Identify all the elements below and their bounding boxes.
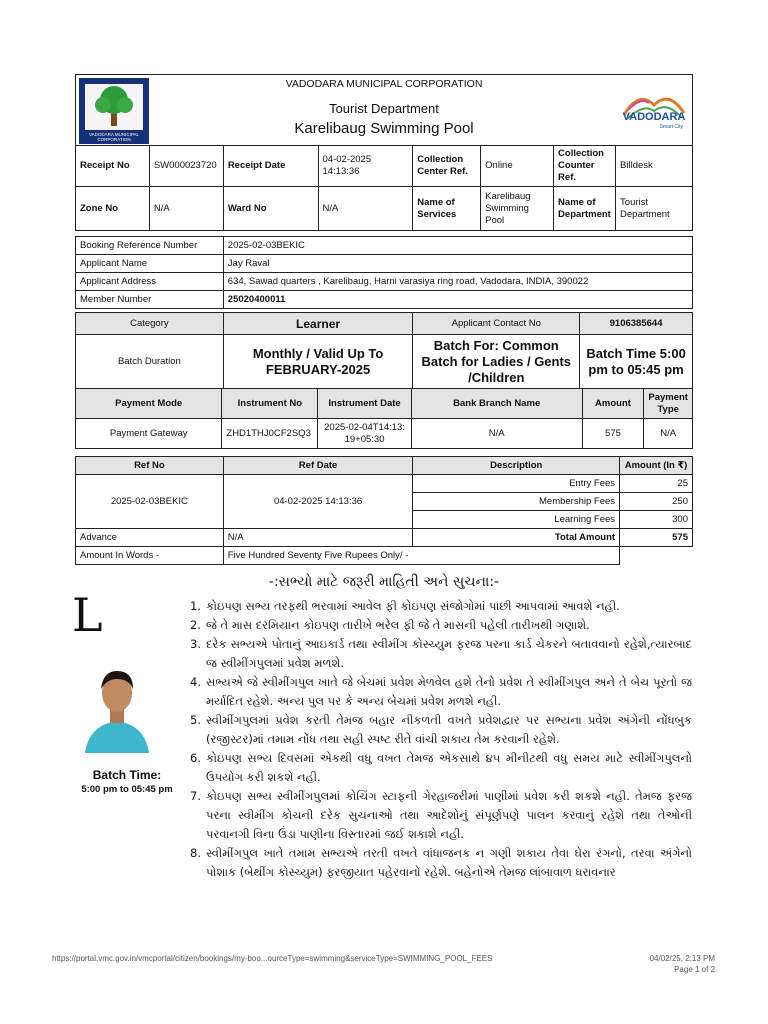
fees-header: Amount (In ₹) (620, 457, 693, 475)
category-label: Category (76, 313, 224, 335)
receipt-no-label: Receipt No (76, 146, 150, 187)
zone-no: N/A (149, 187, 223, 231)
total-amount-label: Total Amount (413, 529, 620, 547)
vmc-logo-text: VADODARA MUNICIPAL CORPORATION (88, 132, 140, 142)
category-letter: L (72, 588, 103, 642)
fees-header: Ref No (76, 457, 224, 475)
collection-center-label: Collection Center Ref. (413, 146, 481, 187)
rule-text: દરેક સભ્યએ પોતાનું આઇકાર્ડ તથા સ્વીમીંગ કોસ્ચ્યુમ ફરજ પરના કાર્ડ ચેકરને બતાવવાનો રહેશે,ત્યારબાદ જ સ્વીમીંગપુલમાં પ્રવેશ મળશે. (206, 637, 692, 670)
payment-header: Amount (582, 389, 644, 419)
batch-table (75, 312, 693, 389)
applicant-photo (79, 655, 155, 753)
fees-header: Description (413, 457, 620, 475)
batch-duration: Monthly / Valid Up To FEBRUARY-2025 (223, 335, 413, 389)
member-number: 25020400011 (223, 291, 692, 309)
receipt-no: SW000023720 (149, 146, 223, 187)
payment-header: Instrument No (222, 389, 318, 419)
payment-header: Payment Mode (76, 389, 222, 419)
collection-counter: Billdesk (616, 146, 693, 187)
rule-item: 4. સભ્યએ જે સ્વીમીંગપુલ ખાતે જે બેચમાં પ્રવેશ મેળવેલ હશે તેનો પ્રવેશ તે સ્વીમીંગપુલ અને તે બેચ પૂરતો જ મર્યાદિત રહેશે. અન્ય પુલ પર કે અન્ય બેચમાં પ્રવેશ મળશે નહી. (190, 675, 692, 708)
payment-header: Bank Branch Name (411, 389, 582, 419)
smart-city-logo (619, 85, 689, 135)
booking-ref-label: Booking Reference Number (76, 237, 224, 255)
rule-item: 6. કોઇપણ સભ્ય દિવસમાં એકથી વધુ વખત તેમજ એકસાથે ૪૫ મીનીટથી વધુ સમય માટે સ્વીમીંગપુલનો ઉપયોગ કરી શકશે નહી. (190, 751, 692, 784)
ward-no-label: Ward No (223, 187, 318, 231)
rules-list (180, 597, 692, 882)
smart-city-logo-text: VADODARA (622, 111, 686, 123)
payment-amount: 575 (582, 419, 644, 449)
payment-type: N/A (644, 419, 693, 449)
payment-mode: Payment Gateway (76, 419, 222, 449)
ref-no: 2025-02-03BEKIC (76, 475, 224, 529)
applicant-address-label: Applicant Address (76, 273, 224, 291)
collection-center: Online (481, 146, 554, 187)
member-number-label: Member Number (76, 291, 224, 309)
rule-text: કોઇપણ સભ્ય સ્વીમીંગપુલમાં કોચિંગ સ્ટાફની ગેરહાજરીમાં પાણીમાં પ્રવેશ કરી શકશે નહી. તેમજ ફરજ પરના સ્વીમીંગ કોચની દરેક સુચનાઓ તથા આદેશોનું સંપૂર્ણપણે પાલન કરવાનું રહેશે તથા તેઓની પરવાનગી વિના ઉંડા પાણીના વિસ્તારમાં જઈ શકાશે નહી. (206, 789, 692, 841)
receipt-date-label: Receipt Date (223, 146, 318, 187)
rule-item: 8. સ્વીમીંગપુલ ખાતે તમામ સભ્યએ તરતી વખતે વાંધાજનક ન ગણી શકાય તેવા ઘેરા રંગનો, તરવા અંગેનો પોશાક (બેથીંગ કોસ્ચ્યુમ) ફરજીયાત પહેરવાનો રહેશે. બહેનોએ તેમજ લાંબાવાળ ધરાવનાર (190, 846, 692, 879)
receipt-date: 04-02-2025 14:13:36 (318, 146, 413, 187)
fees-table (75, 456, 693, 565)
receipt-info-table (75, 145, 693, 231)
fee-description: Membership Fees (413, 493, 620, 511)
applicant-name: Jay Raval (223, 255, 692, 273)
services-label: Name of Services (413, 187, 481, 231)
rule-text: કોઇપણ સભ્ય તરફથી ભરવામાં આવેલ ફી કોઇપણ સંજોગોમાં પાછી આપવામાં આવશે નહી. (206, 599, 620, 613)
payment-header: Instrument Date (318, 389, 411, 419)
smart-city-logo-sub: Smart City (659, 124, 683, 130)
rule-item: 5. સ્વીમીંગપુલમાં પ્રવેશ કરતી તેમજ બહાર નીકળતી વખતે પ્રવેશદ્વાર પર સભ્યના પ્રવેશ અંગેની નોંધબુક (રજીસ્ટર)માં તમામ નોંધ તથા સહી સ્પષ્ટ રીતે વાંચી શકાય તેમ કરવાની રહેશે. (190, 713, 692, 746)
footer-url[interactable]: https://portal.vmc.gov.in/vmcportal/citizen/bookings/my-boo...ourceType=swimming&serviceType=SWIMMING_POOL_FEES (52, 954, 493, 963)
fee-amount: 250 (620, 493, 693, 511)
amount-in-words: Five Hundred Seventy Five Rupees Only/ - (223, 547, 619, 565)
amount-in-words-label: Amount In Words - (76, 547, 224, 565)
contact-label: Applicant Contact No (413, 313, 580, 335)
fee-description: Entry Fees (413, 475, 620, 493)
rule-text: કોઇપણ સભ્ય દિવસમાં એકથી વધુ વખત તેમજ એકસાથે ૪૫ મીનીટથી વધુ સમય માટે સ્વીમીંગપુલનો ઉપયોગ કરી શકશે નહી. (206, 751, 692, 784)
instrument-date: 2025-02-04T14:13:19+05:30 (318, 419, 411, 449)
rule-text: સ્વીમીંગપુલમાં પ્રવેશ કરતી તેમજ બહાર નીકળતી વખતે પ્રવેશદ્વાર પર સભ્યના પ્રવેશ અંગેની નોંધબુક (રજીસ્ટર)માં તમામ નોંધ તથા સહી સ્પષ્ટ રીતે વાંચી શકાય તેમ કરવાની રહેશે. (206, 713, 692, 746)
side-batch-time-label: Batch Time: (92, 768, 162, 782)
applicant-address: 634, Sawad quarters , Karelibaug, Harni varasiya ring road, Vadodara, INDIA, 390022 (223, 273, 692, 291)
batch-for: Batch For: Common Batch for Ladies / Gents /Children (413, 335, 580, 389)
booking-ref: 2025-02-03BEKIC (223, 237, 692, 255)
side-batch-time: 5:00 pm to 05:45 pm (81, 784, 173, 795)
rule-item: 3. દરેક સભ્યએ પોતાનું આઇકાર્ડ તથા સ્વીમીંગ કોસ્ચ્યુમ ફરજ પરના કાર્ડ ચેકરને બતાવવાનો રહેશે,ત્યારબાદ જ સ્વીમીંગપુલમાં પ્રવેશ મળશે. (190, 637, 692, 670)
fee-description: Learning Fees (413, 511, 620, 529)
receipt-header (75, 74, 693, 146)
department-label: Name of Department (554, 187, 616, 231)
org-name: VADODARA MUNICIPAL CORPORATION (285, 78, 483, 90)
instrument-no: ZHD1THJ0CF2SQ3 (222, 419, 318, 449)
advance-label: Advance (76, 529, 224, 547)
department-title: Tourist Department (329, 101, 439, 116)
payment-header: Payment Type (644, 389, 693, 419)
total-amount: 575 (620, 529, 693, 547)
rule-item: 2. જે તે માસ દરમિયાન કોઇપણ તારીખે ભરેલ ફી જે તે માસની પહેલી તારીખથી ગણાશે. (190, 618, 590, 632)
contact-no: 9106385644 (580, 313, 693, 335)
applicant-table (75, 236, 693, 309)
applicant-name-label: Applicant Name (76, 255, 224, 273)
rule-item: 1. કોઇપણ સભ્ય તરફથી ભરવામાં આવેલ ફી કોઇપણ સંજોગોમાં પાછી આપવામાં આવશે નહી. (190, 599, 620, 613)
notice-title: -:સભ્યો માટે જરૂરી માહિતી અને સુચના:- (268, 574, 500, 590)
collection-counter-label: Collection Counter Ref. (554, 146, 616, 187)
batch-duration-label: Batch Duration (76, 335, 224, 389)
rule-text: જે તે માસ દરમિયાન કોઇપણ તારીખે ભરેલ ફી જે તે માસની પહેલી તારીખથી ગણાશે. (206, 618, 590, 632)
rule-text: સભ્યએ જે સ્વીમીંગપુલ ખાતે જે બેચમાં પ્રવેશ મેળવેલ હશે તેનો પ્રવેશ તે સ્વીમીંગપુલ અને તે બેચ પૂરતો જ મર્યાદિત રહેશે. અન્ય પુલ પર કે અન્ય બેચમાં પ્રવેશ મળશે નહી. (206, 675, 692, 708)
facility-title: Karelibaug Swimming Pool (294, 120, 474, 137)
rule-text: સ્વીમીંગપુલ ખાતે તમામ સભ્યએ તરતી વખતે વાંધાજનક ન ગણી શકાય તેવા ઘેરા રંગનો, તરવા અંગેનો પોશાક (બેથીંગ કોસ્ચ્યુમ) ફરજીયાત પહેરવાનો રહેશે. બહેનોએ તેમજ લાંબાવાળ ધરાવનાર (206, 846, 692, 879)
category: Learner (223, 313, 413, 335)
department: Tourist Department (616, 187, 693, 231)
bank-branch: N/A (411, 419, 582, 449)
services: Karelibaug Swimming Pool (481, 187, 554, 231)
footer-page-number: Page 1 of 2 (674, 965, 715, 974)
fee-amount: 300 (620, 511, 693, 529)
payment-table (75, 388, 693, 449)
advance: N/A (223, 529, 413, 547)
rule-item: 7. કોઇપણ સભ્ય સ્વીમીંગપુલમાં કોચિંગ સ્ટાફની ગેરહાજરીમાં પાણીમાં પ્રવેશ કરી શકશે નહી. તેમજ ફરજ પરના સ્વીમીંગ કોચની દરેક સુચનાઓ તથા આદેશોનું સંપૂર્ણપણે પાલન કરવાનું રહેશે તથા તેઓની પરવાનગી વિના ઉંડા પાણીના વિસ્તારમાં જઈ શકાશે નહી. (190, 789, 692, 841)
zone-no-label: Zone No (76, 187, 150, 231)
ward-no: N/A (318, 187, 413, 231)
fee-amount: 25 (620, 475, 693, 493)
ref-date: 04-02-2025 14:13:36 (223, 475, 413, 529)
footer-datetime: 04/02/25, 2:13 PM (649, 954, 715, 963)
fees-header: Ref Date (223, 457, 413, 475)
batch-time: Batch Time 5:00 pm to 05:45 pm (580, 335, 693, 389)
